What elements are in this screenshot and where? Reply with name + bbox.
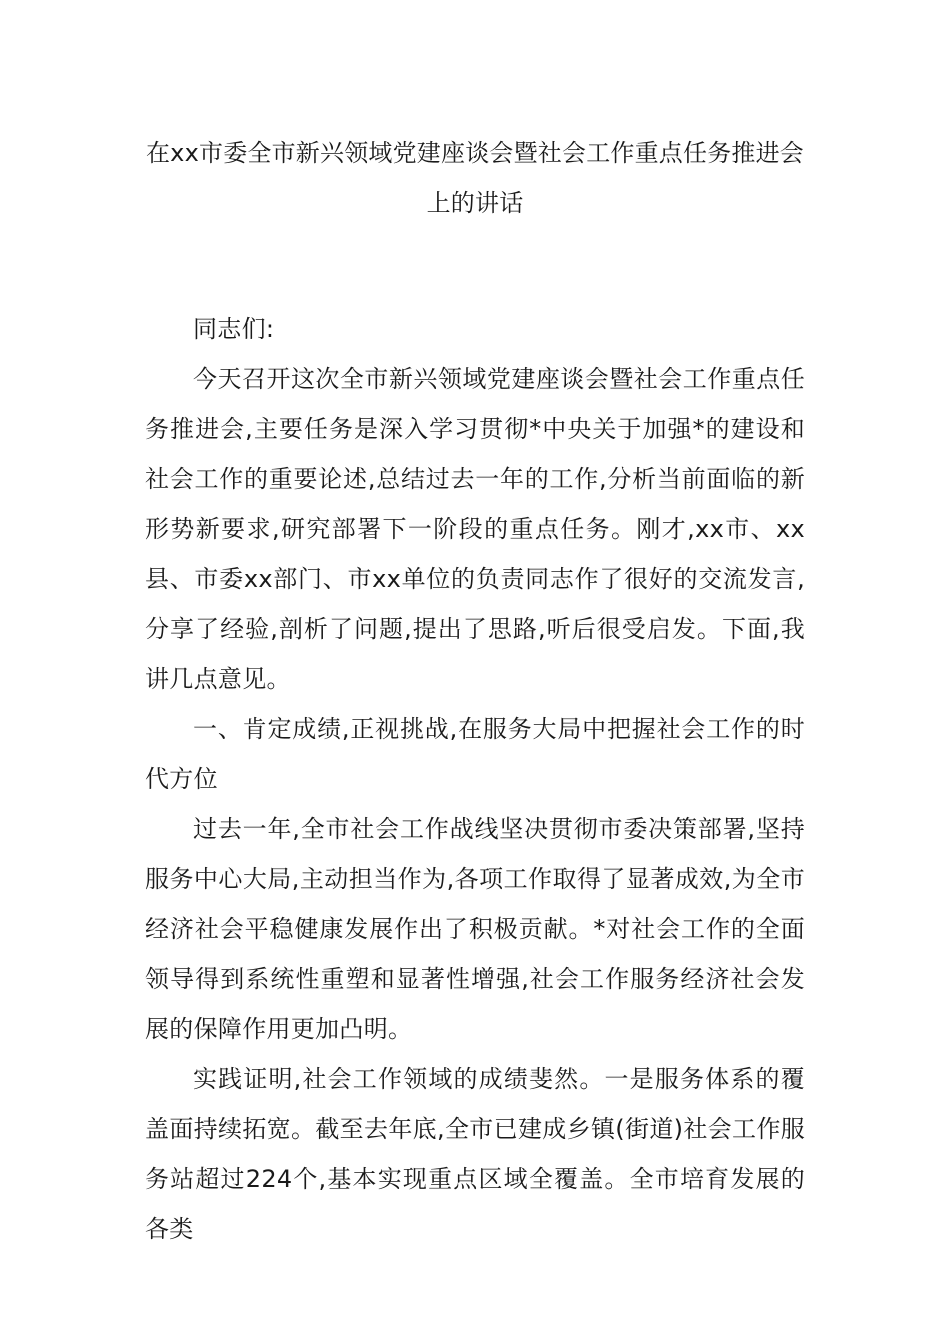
document-body: [145, 304, 805, 1254]
practice-paragraph: 实践证明,社会工作领域的成绩斐然。一是服务体系的覆盖面持续拓宽。截至去年底,全市已建成乡镇(街道)社会工作服务站超过224个,基本实现重点区域全覆盖。全市培育发展的各类: [145, 1065, 805, 1243]
document-title: 在xx市委全市新兴领域党建座谈会暨社会工作重点任务推进会上的讲话: [145, 139, 804, 217]
achievements-paragraph: 过去一年,全市社会工作战线坚决贯彻市委决策部署,坚持服务中心大局,主动担当作为,各项工作取得了显著成效,为全市经济社会平稳健康发展作出了积极贡献。*对社会工作的全面领导得到系统性重塑和显著性增强,社会工作服务经济社会发展的保障作用更加凸明。: [145, 815, 805, 1043]
section-heading-one: 一、肯定成绩,正视挑战,在服务大局中把握社会工作的时代方位: [145, 715, 805, 793]
intro-paragraph: 今天召开这次全市新兴领域党建座谈会暨社会工作重点任务推进会,主要任务是深入学习贯彻*中央关于加强*的建设和社会工作的重要论述,总结过去一年的工作,分析当前面临的新形势新要求,研究部署下一阶段的重点任务。刚才,xx市、xx县、市委xx部门、市xx单位的负责同志作了很好的交流发言,分享了经验,剖析了问题,提出了思路,听后很受启发。下面,我讲几点意见。: [145, 365, 805, 693]
salutation-paragraph: 同志们:: [193, 315, 275, 343]
